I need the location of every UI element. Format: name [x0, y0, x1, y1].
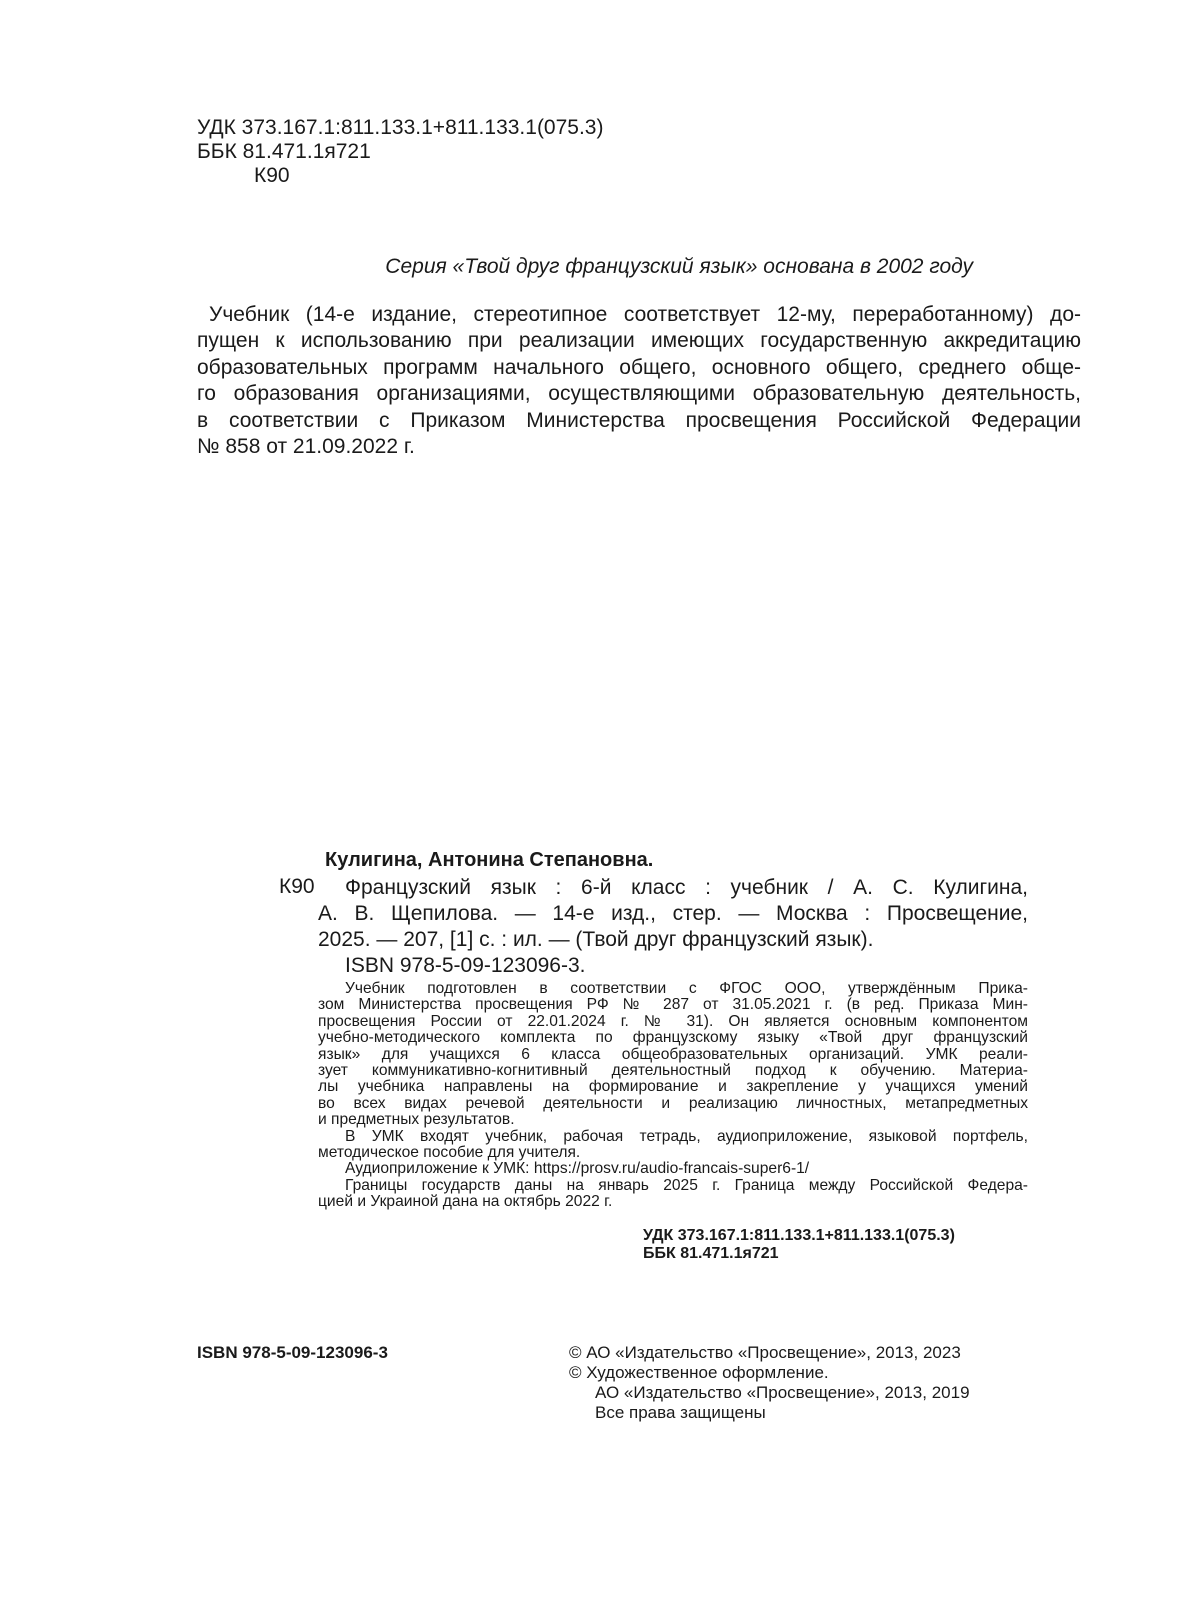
copyright-line: АО «Издательство «Просвещение», 2013, 2019	[595, 1383, 970, 1402]
copyright-line: Все права защищены	[595, 1403, 766, 1422]
series-note: Серия «Твой друг французский язык» основана в 2002 году	[385, 255, 973, 278]
annotation-line: язык» для учащихся 6 класса общеобразовательных организаций. УМК реали-	[318, 1045, 1028, 1063]
approval-line: го образования организациями, осуществляющими образовательную деятельность,	[197, 382, 1081, 406]
author-heading: Кулигина, Антонина Степановна.	[325, 849, 654, 871]
annotation-line: Аудиоприложение к УМК: https://prosv.ru/audio-francais-super6-1/	[345, 1160, 810, 1178]
annotation-line: Учебник подготовлен в соответствии с ФГОС ООО, утверждённым Прика-	[345, 980, 1028, 997]
bottom-classification-codes	[643, 1227, 955, 1263]
approval-line: образовательных программ начального общего, основного общего, среднего обще-	[197, 355, 1081, 379]
udk-code: УДК 373.167.1:811.133.1+811.133.1(075.3)	[197, 116, 604, 139]
approval-line: в соответствии с Приказом Министерства просвещения Российской Федерации	[197, 408, 1081, 432]
annotation-line: методическое пособие для учителя.	[318, 1144, 581, 1162]
annotation-line: учебно-методического комплекта по французскому языку «Твой друг французский	[318, 1029, 1028, 1047]
author-mark: К90	[254, 164, 290, 187]
annotation-line: В УМК входят учебник, рабочая тетрадь, аудиоприложение, языковой портфель,	[345, 1127, 1028, 1145]
isbn: ISBN 978-5-09-123096-3	[197, 1343, 388, 1362]
description-line: Французский язык : 6-й класс : учебник / А. С. Кулигина,	[345, 876, 1028, 899]
approval-paragraph	[197, 302, 1081, 460]
bbk-code: ББК 81.471.1я721	[197, 140, 371, 163]
annotation-line: Границы государств даны на январь 2025 г. Граница между Российской Федера-	[345, 1176, 1028, 1194]
annotation-line: зом Министерства просвещения РФ № 287 от 31.05.2021 г. (в ред. Приказа Мин-	[318, 996, 1028, 1014]
annotation-line: во всех видах речевой деятельности и реализацию личностных, метапредметных	[318, 1094, 1028, 1112]
annotation-line: цией и Украиной дана на октябрь 2022 г.	[318, 1193, 613, 1211]
classification-codes	[197, 116, 603, 188]
annotation-line: зует коммуникативно-когнитивный деятельностный подход к обучению. Материа-	[318, 1062, 1028, 1080]
copyright-line: © АО «Издательство «Просвещение», 2013, 2023	[569, 1343, 961, 1362]
bibliographic-mark: К90	[279, 875, 315, 898]
description-line: 2025. — 207, [1] с. : ил. — (Твой друг французский язык).	[318, 928, 874, 951]
annotation	[318, 981, 1028, 1211]
annotation-line: лы учебника направлены на формирование и закрепление у учащихся умений	[318, 1078, 1028, 1096]
annotation-line: и предметных результатов.	[318, 1111, 515, 1129]
isbn-line: ISBN 978-5-09-123096-3.	[345, 954, 586, 977]
bottom-bbk: ББК 81.471.1я721	[643, 1245, 779, 1262]
bibliographic-description	[318, 875, 1028, 979]
description-line: А. В. Щепилова. — 14-е изд., стер. — Москва : Просвещение,	[318, 902, 1028, 925]
annotation-line: просвещения России от 22.01.2024 г. № 31). Он является основным компонентом	[318, 1012, 1028, 1030]
approval-line: № 858 от 21.09.2022 г.	[197, 435, 415, 459]
approval-line: пущен к использованию при реализации имеющих государственную аккредитацию	[197, 329, 1081, 353]
copyright-line: © Художественное оформление.	[569, 1363, 829, 1382]
approval-line: Учебник (14-е издание, стереотипное соответствует 12-му, переработанному) до-	[209, 303, 1081, 326]
bottom-udk: УДК 373.167.1:811.133.1+811.133.1(075.3)	[643, 1227, 955, 1244]
copyright-block	[569, 1343, 970, 1423]
